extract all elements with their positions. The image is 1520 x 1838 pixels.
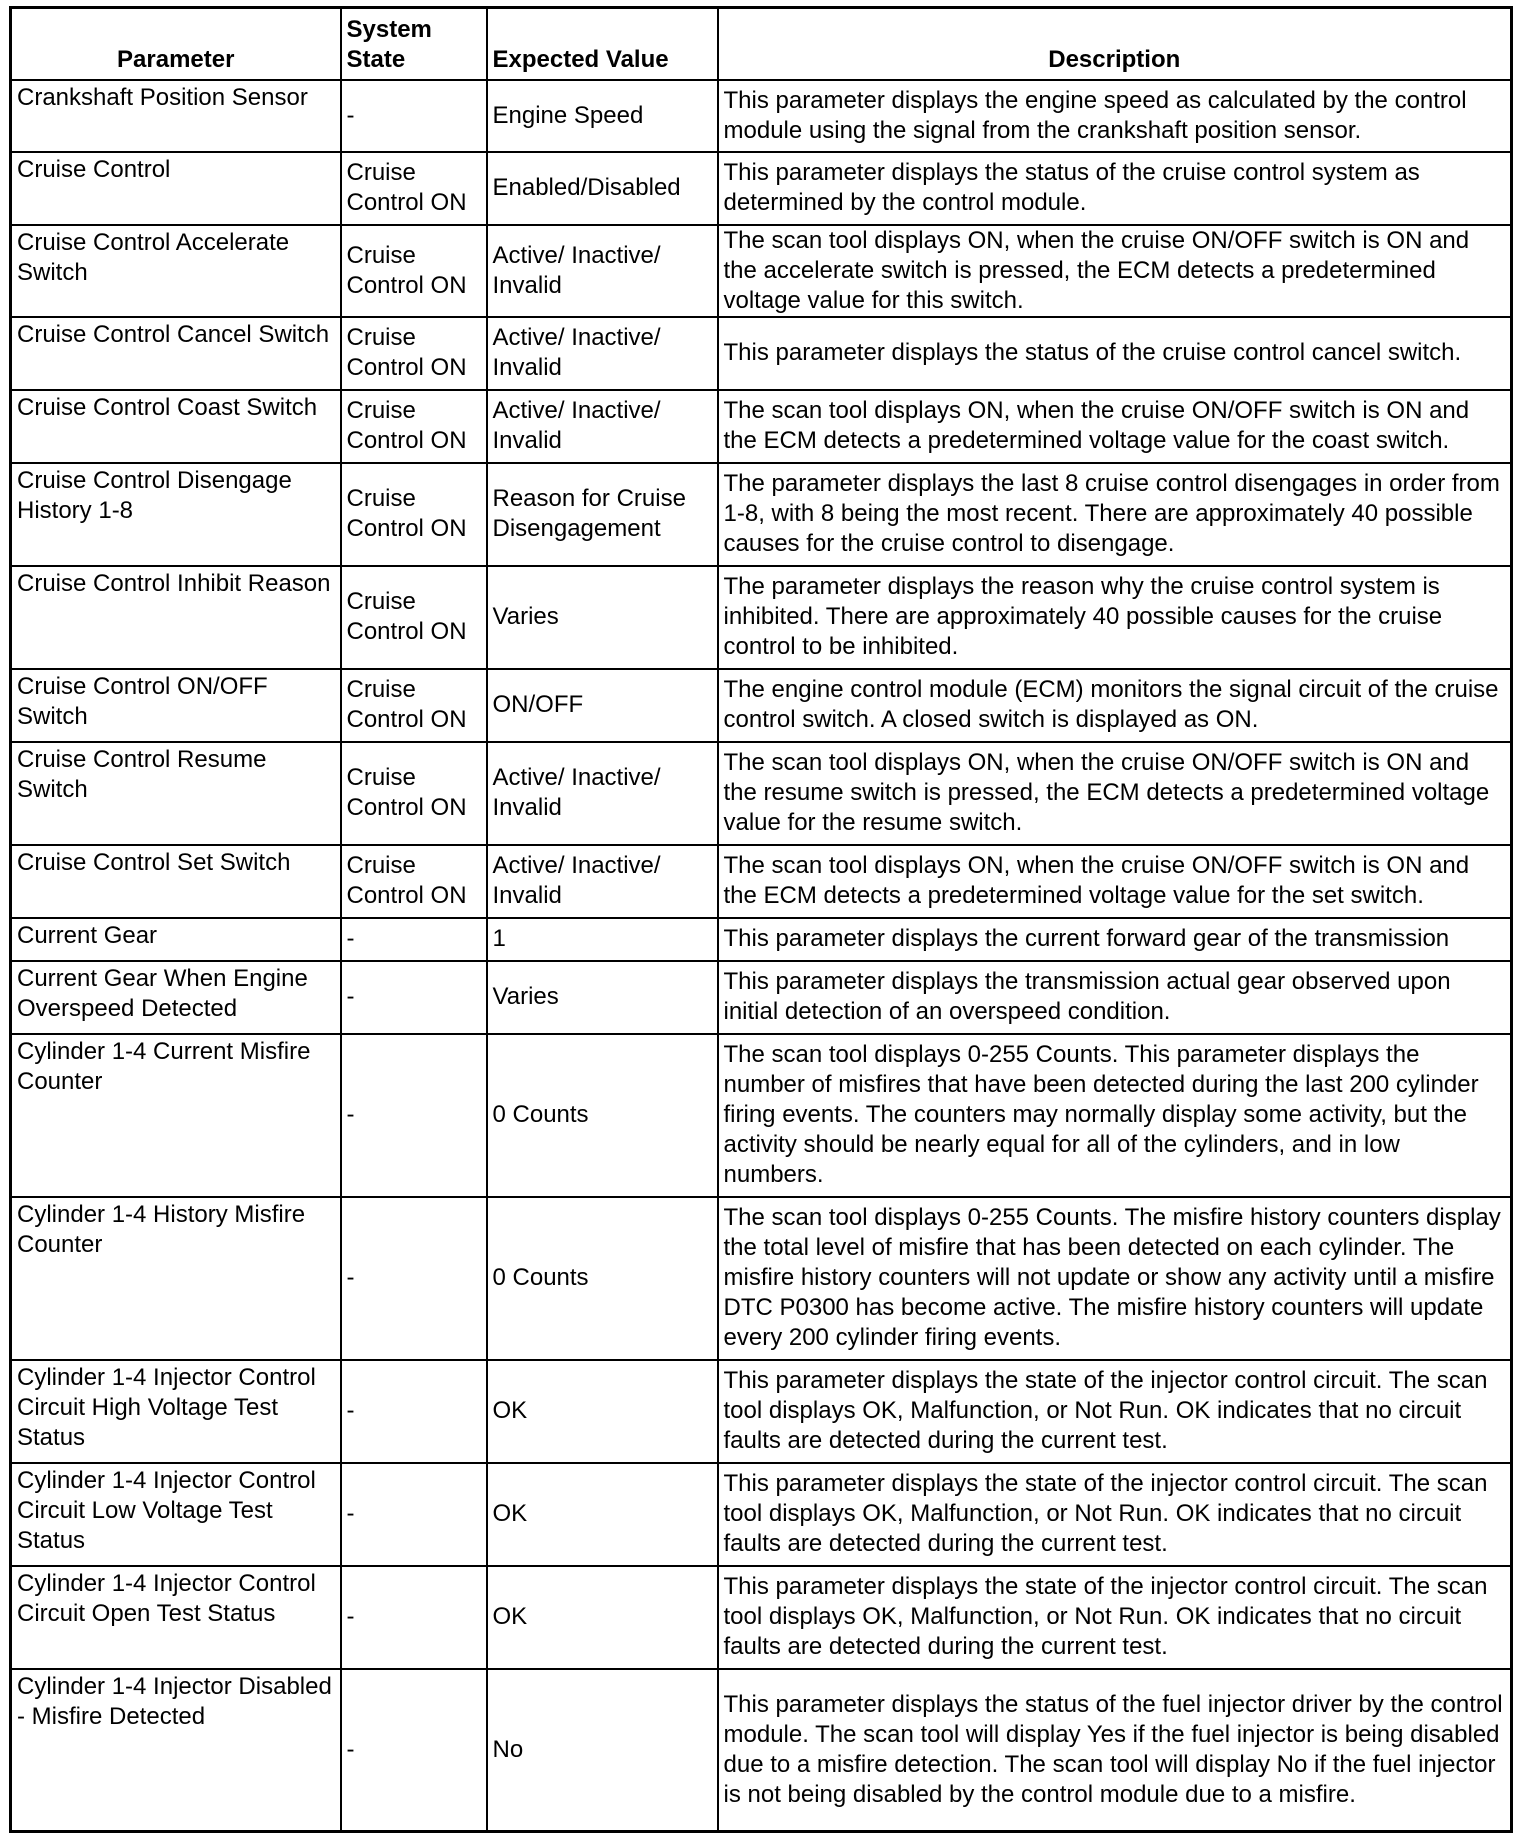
system-state-cell: - — [341, 1463, 487, 1566]
description-cell: This parameter displays the state of the injector control circuit. The scan tool displays OK, Malfunction, or Not Run. OK indicates that no circuit faults are detected during the current test. — [718, 1463, 1512, 1566]
description-cell: The parameter displays the reason why the cruise control system is inhibited. There are approximately 40 possible causes for the cruise control to be inhibited. — [718, 566, 1512, 669]
parameter-cell: Cruise Control — [11, 152, 341, 225]
expected-value-cell: Varies — [487, 566, 718, 669]
system-state-cell: - — [341, 918, 487, 961]
description-cell: The engine control module (ECM) monitors the signal circuit of the cruise control switch. A closed switch is displayed as ON. — [718, 669, 1512, 742]
parameter-cell: Cylinder 1-4 Injector Disabled - Misfire Detected — [11, 1669, 341, 1832]
description-cell: This parameter displays the transmission actual gear observed upon initial detection of an overspeed condition. — [718, 961, 1512, 1034]
description-cell: The scan tool displays ON, when the cruise ON/OFF switch is ON and the resume switch is pressed, the ECM detects a predetermined voltage value for the resume switch. — [718, 742, 1512, 845]
description-cell: The scan tool displays ON, when the cruise ON/OFF switch is ON and the ECM detects a predetermined voltage value for the set switch. — [718, 845, 1512, 918]
parameter-cell: Cylinder 1-4 Injector Control Circuit Low Voltage Test Status — [11, 1463, 341, 1566]
description-cell: The scan tool displays ON, when the cruise ON/OFF switch is ON and the accelerate switch is pressed, the ECM detects a predetermined voltage value for this switch. — [718, 225, 1512, 317]
parameter-cell: Cylinder 1-4 Injector Control Circuit Open Test Status — [11, 1566, 341, 1669]
parameter-cell: Cylinder 1-4 Current Misfire Counter — [11, 1034, 341, 1197]
system-state-cell: - — [341, 1360, 487, 1463]
expected-value-cell: 1 — [487, 918, 718, 961]
system-state-cell: - — [341, 1034, 487, 1197]
expected-value-cell: Engine Speed — [487, 80, 718, 152]
system-state-cell: Cruise Control ON — [341, 669, 487, 742]
system-state-cell: Cruise Control ON — [341, 463, 487, 566]
system-state-cell: - — [341, 80, 487, 152]
expected-value-cell: Active/ Inactive/ Invalid — [487, 845, 718, 918]
parameter-table — [9, 6, 1513, 1833]
system-state-cell: Cruise Control ON — [341, 317, 487, 390]
parameter-cell: Cylinder 1-4 Injector Control Circuit High Voltage Test Status — [11, 1360, 341, 1463]
table-row — [11, 669, 1512, 742]
parameter-cell: Cruise Control Resume Switch — [11, 742, 341, 845]
system-state-cell: Cruise Control ON — [341, 390, 487, 463]
expected-value-cell: Varies — [487, 961, 718, 1034]
description-cell: The parameter displays the last 8 cruise control disengages in order from 1-8, with 8 being the most recent. There are approximately 40 possible causes for the cruise control to disengage. — [718, 463, 1512, 566]
table-row — [11, 80, 1512, 152]
system-state-cell: Cruise Control ON — [341, 566, 487, 669]
system-state-cell: Cruise Control ON — [341, 845, 487, 918]
expected-value-cell: OK — [487, 1566, 718, 1669]
table-row — [11, 742, 1512, 845]
parameter-cell: Cruise Control Coast Switch — [11, 390, 341, 463]
table-row — [11, 463, 1512, 566]
description-cell: This parameter displays the engine speed as calculated by the control module using the signal from the crankshaft position sensor. — [718, 80, 1512, 152]
system-state-cell: - — [341, 1197, 487, 1360]
system-state-cell: Cruise Control ON — [341, 152, 487, 225]
header-expected-value: Expected Value — [487, 8, 718, 80]
expected-value-cell: Enabled/Disabled — [487, 152, 718, 225]
expected-value-cell: 0 Counts — [487, 1034, 718, 1197]
expected-value-cell: OK — [487, 1360, 718, 1463]
table-row — [11, 845, 1512, 918]
description-cell: This parameter displays the state of the injector control circuit. The scan tool displays OK, Malfunction, or Not Run. OK indicates that no circuit faults are detected during the current test. — [718, 1566, 1512, 1669]
table-row — [11, 1034, 1512, 1197]
description-cell: This parameter displays the status of the cruise control system as determined by the control module. — [718, 152, 1512, 225]
parameter-cell: Cylinder 1-4 History Misfire Counter — [11, 1197, 341, 1360]
table-row — [11, 1197, 1512, 1360]
header-description: Description — [718, 8, 1512, 80]
description-cell: The scan tool displays 0-255 Counts. The misfire history counters display the total level of misfire that has been detected on each cylinder. The misfire history counters will not update or show any activity until a misfire DTC P0300 has become active. The misfire history counters will update every 200 cylinder firing events. — [718, 1197, 1512, 1360]
parameter-cell: Current Gear When Engine Overspeed Detected — [11, 961, 341, 1034]
description-cell: This parameter displays the status of the cruise control cancel switch. — [718, 317, 1512, 390]
header-row — [11, 8, 1512, 80]
table-row — [11, 1360, 1512, 1463]
description-cell: This parameter displays the current forward gear of the transmission — [718, 918, 1512, 961]
parameter-cell: Crankshaft Position Sensor — [11, 80, 341, 152]
expected-value-cell: No — [487, 1669, 718, 1832]
system-state-cell: Cruise Control ON — [341, 742, 487, 845]
description-cell: The scan tool displays 0-255 Counts. This parameter displays the number of misfires that have been detected during the last 200 cylinder firing events. The counters may normally display some activity, but the activity should be nearly equal for all of the cylinders, and in low numbers. — [718, 1034, 1512, 1197]
table-row — [11, 317, 1512, 390]
expected-value-cell: Active/ Inactive/ Invalid — [487, 742, 718, 845]
expected-value-cell: OK — [487, 1463, 718, 1566]
expected-value-cell: Active/ Inactive/ Invalid — [487, 317, 718, 390]
parameter-cell: Cruise Control Accelerate Switch — [11, 225, 341, 317]
table-row — [11, 1669, 1512, 1832]
header-system-state: System State — [341, 8, 487, 80]
table-row — [11, 566, 1512, 669]
system-state-cell: Cruise Control ON — [341, 225, 487, 317]
table-row — [11, 918, 1512, 961]
parameter-cell: Current Gear — [11, 918, 341, 961]
table-row — [11, 961, 1512, 1034]
system-state-cell: - — [341, 961, 487, 1034]
system-state-cell: - — [341, 1566, 487, 1669]
parameter-cell: Cruise Control Set Switch — [11, 845, 341, 918]
system-state-cell: - — [341, 1669, 487, 1832]
expected-value-cell: Reason for Cruise Disengagement — [487, 463, 718, 566]
parameter-cell: Cruise Control Disengage History 1-8 — [11, 463, 341, 566]
parameter-cell: Cruise Control Cancel Switch — [11, 317, 341, 390]
table-row — [11, 1566, 1512, 1669]
table-row — [11, 1463, 1512, 1566]
expected-value-cell: 0 Counts — [487, 1197, 718, 1360]
description-cell: The scan tool displays ON, when the cruise ON/OFF switch is ON and the ECM detects a predetermined voltage value for the coast switch. — [718, 390, 1512, 463]
description-cell: This parameter displays the state of the injector control circuit. The scan tool displays OK, Malfunction, or Not Run. OK indicates that no circuit faults are detected during the current test. — [718, 1360, 1512, 1463]
table-row — [11, 390, 1512, 463]
expected-value-cell: ON/OFF — [487, 669, 718, 742]
header-parameter: Parameter — [11, 8, 341, 80]
table-row — [11, 225, 1512, 317]
expected-value-cell: Active/ Inactive/ Invalid — [487, 225, 718, 317]
parameter-cell: Cruise Control Inhibit Reason — [11, 566, 341, 669]
expected-value-cell: Active/ Inactive/ Invalid — [487, 390, 718, 463]
description-cell: This parameter displays the status of the fuel injector driver by the control module. The scan tool will display Yes if the fuel injector is being disabled due to a misfire detection. The scan tool will display No if the fuel injector is not being disabled by the control module due to a misfire. — [718, 1669, 1512, 1832]
parameter-cell: Cruise Control ON/OFF Switch — [11, 669, 341, 742]
table-row — [11, 152, 1512, 225]
